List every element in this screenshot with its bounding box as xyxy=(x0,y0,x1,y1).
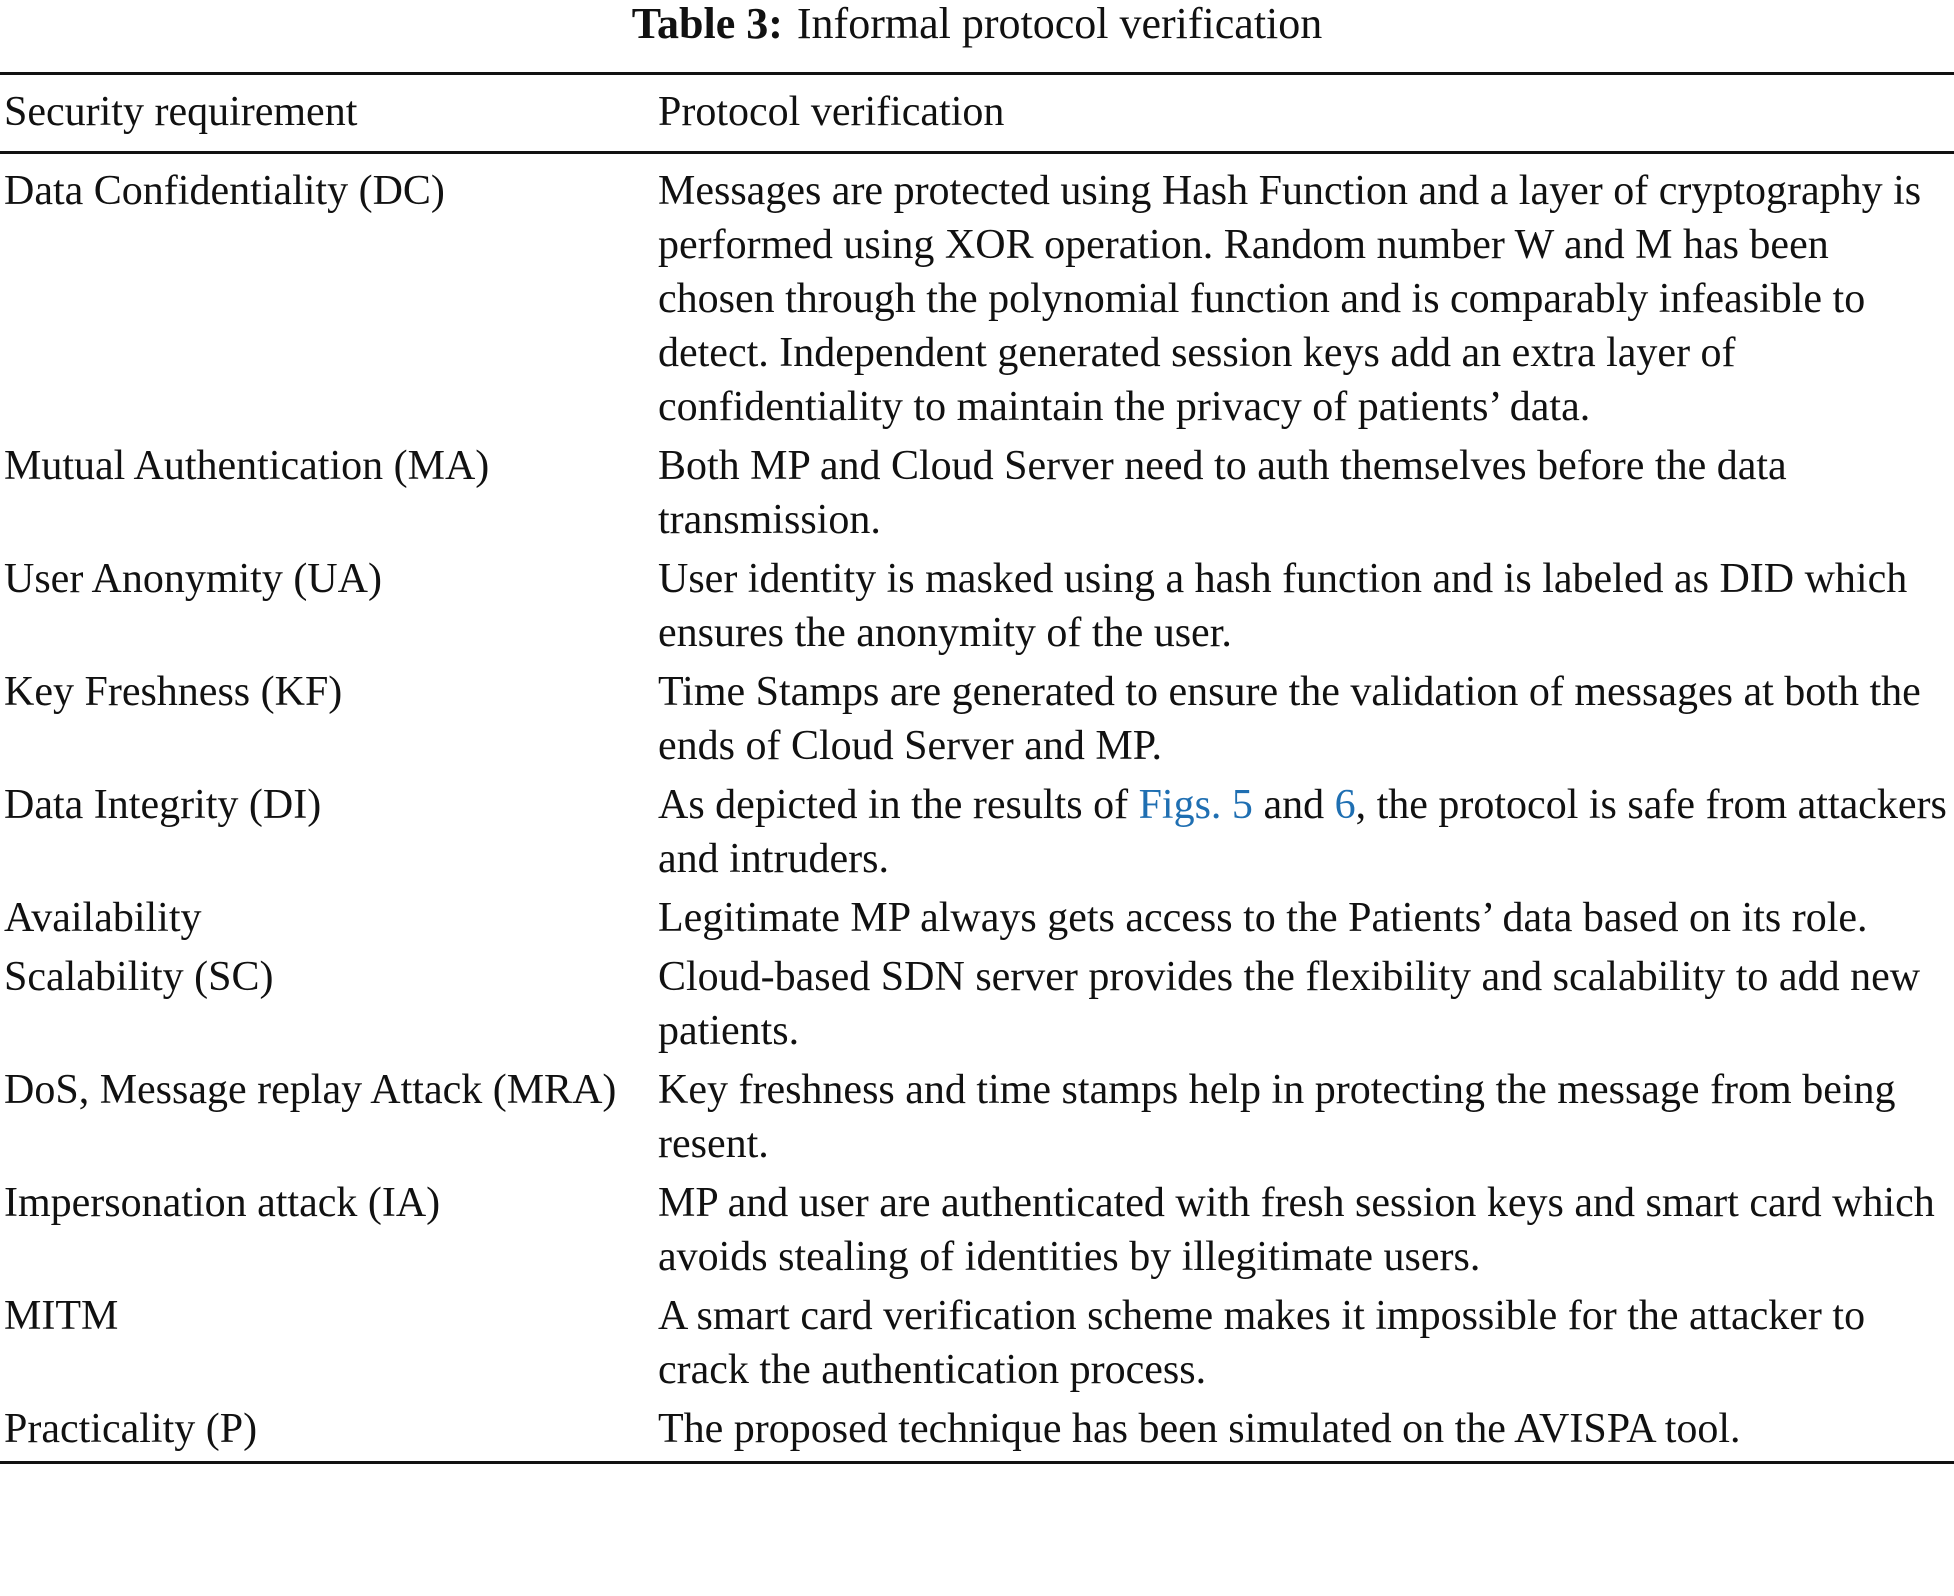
verification-text-after: , the protocol is safe from attackers and intruders. xyxy=(658,782,1947,882)
figure-5-link[interactable]: Figs. 5 xyxy=(1138,782,1253,828)
verification-table-container xyxy=(0,72,1954,1464)
verification-text-before: As depicted in the results of xyxy=(658,782,1139,828)
requirement-cell: User Anonymity (UA) xyxy=(4,556,382,602)
table-row xyxy=(0,153,1954,440)
caption-title: Informal protocol verification xyxy=(796,0,1323,48)
verification-cell: User identity is masked using a hash function and is labeled as DID which ensures the anonymity of the user. xyxy=(658,556,1908,656)
caption-label: Table 3: xyxy=(631,0,783,48)
table-row xyxy=(0,439,1954,552)
table-row xyxy=(0,552,1954,665)
verification-cell: Both MP and Cloud Server need to auth themselves before the data transmission. xyxy=(658,443,1787,543)
requirement-cell: Key Freshness (KF) xyxy=(4,669,343,715)
requirement-cell: Data Confidentiality (DC) xyxy=(4,168,445,214)
requirement-cell: Data Integrity (DI) xyxy=(4,782,322,828)
verification-cell: Messages are protected using Hash Function and a layer of cryptography is performed using XOR operation. Random number W and M has been chosen through the polynomial function and is comparably infeasible to detect. Independent generated session keys add an extra layer of confidentiality to maintain the privacy of patients’ data. xyxy=(658,168,1922,430)
column-header-verification: Protocol verification xyxy=(658,89,1005,135)
verification-cell xyxy=(658,778,1954,891)
table-row xyxy=(0,1402,1954,1463)
requirement-cell: Practicality (P) xyxy=(4,1406,258,1452)
verification-cell: The proposed technique has been simulated on the AVISPA tool. xyxy=(658,1406,1741,1452)
requirement-cell: Scalability (SC) xyxy=(4,954,274,1000)
verification-cell: Time Stamps are generated to ensure the validation of messages at both the ends of Cloud Server and MP. xyxy=(658,669,1921,769)
column-header-requirement: Security requirement xyxy=(4,89,358,135)
header-row xyxy=(0,74,1954,153)
requirement-cell: Impersonation attack (IA) xyxy=(4,1180,441,1226)
table-row xyxy=(0,1289,1954,1402)
table-row xyxy=(0,665,1954,778)
verification-cell: Legitimate MP always gets access to the Patients’ data based on its role. xyxy=(658,895,1868,941)
table-row xyxy=(0,891,1954,950)
verification-cell: Cloud-based SDN server provides the flexibility and scalability to add new patients. xyxy=(658,954,1921,1054)
table-row xyxy=(0,1176,1954,1289)
requirement-cell: Availability xyxy=(4,895,202,941)
table-row xyxy=(0,950,1954,1063)
table-row xyxy=(0,1063,1954,1176)
table-row xyxy=(0,778,1954,891)
figure-6-link[interactable]: 6 xyxy=(1334,782,1356,828)
table-caption xyxy=(0,0,1954,48)
verification-cell: Key freshness and time stamps help in protecting the message from being resent. xyxy=(658,1067,1896,1167)
verification-table xyxy=(0,72,1954,1464)
verification-cell: A smart card verification scheme makes it impossible for the attacker to crack the authentication process. xyxy=(658,1293,1866,1393)
requirement-cell: Mutual Authentication (MA) xyxy=(4,443,490,489)
requirement-cell: MITM xyxy=(4,1293,119,1339)
requirement-cell: DoS, Message replay Attack (MRA) xyxy=(4,1067,617,1113)
verification-text-middle: and xyxy=(1252,782,1335,828)
verification-cell: MP and user are authenticated with fresh session keys and smart card which avoids stealing of identities by illegitimate users. xyxy=(658,1180,1935,1280)
